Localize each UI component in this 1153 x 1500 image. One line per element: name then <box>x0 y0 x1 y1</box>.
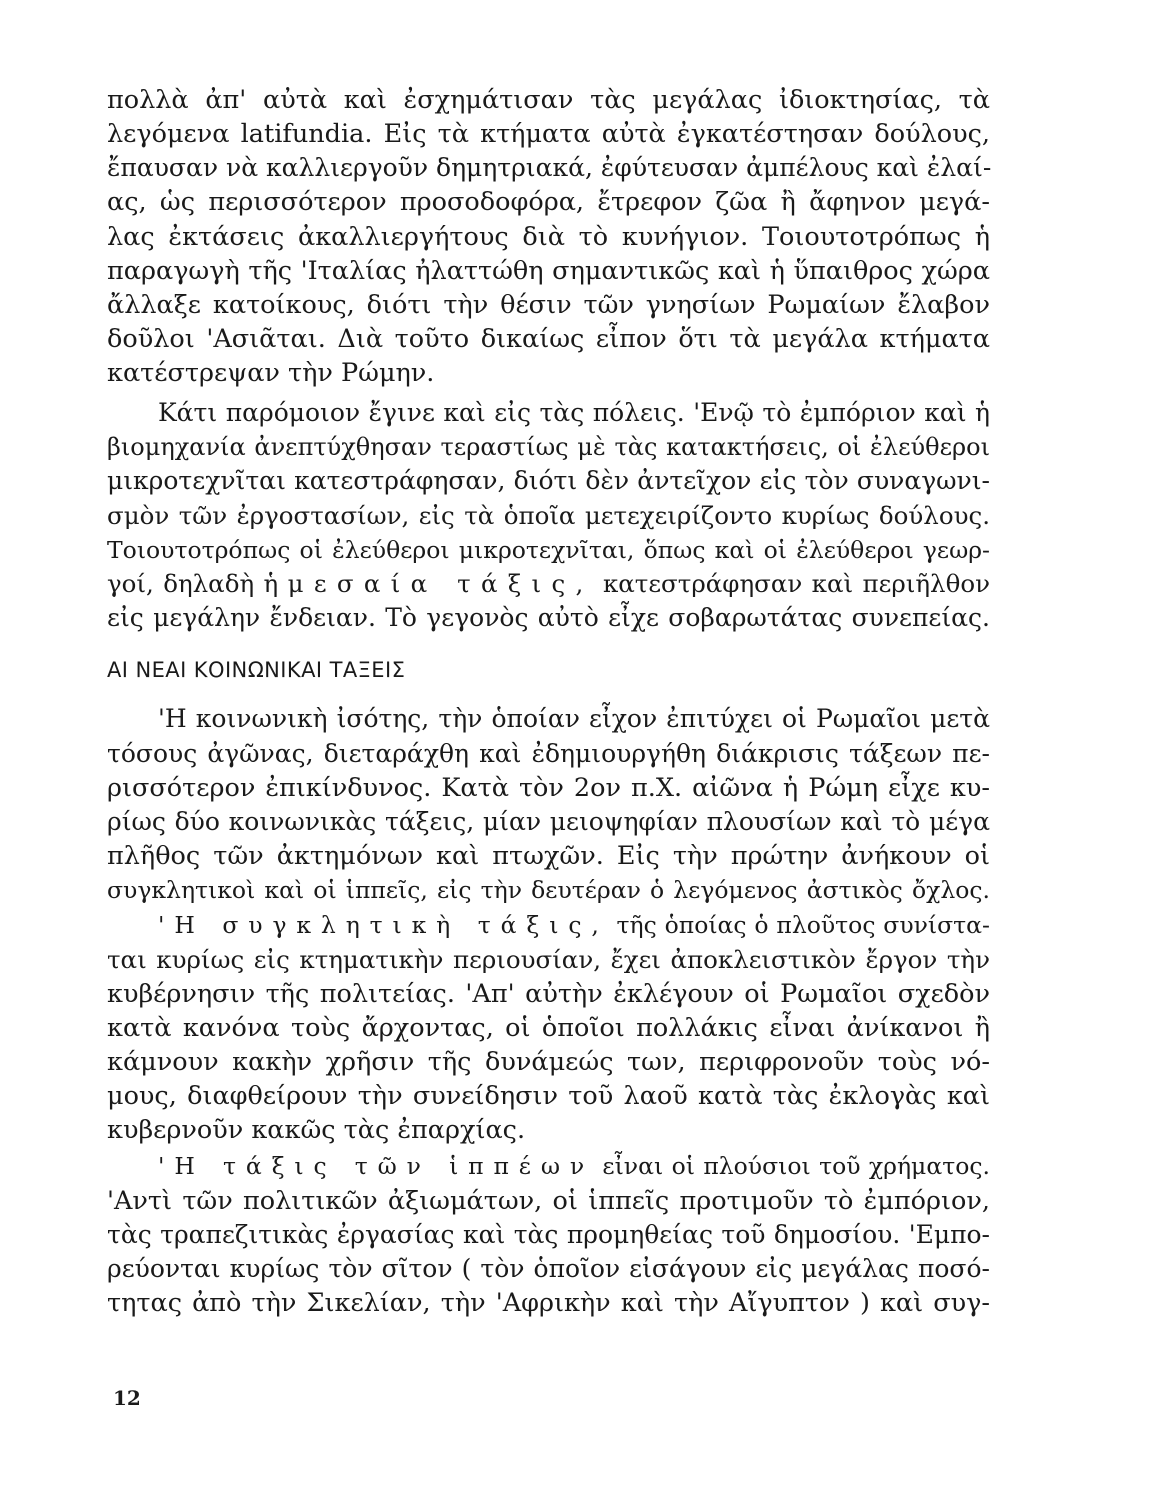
text-line: ἄλλαξε κατοίκους, διότι τὴν θέσιν τῶν γνησίων Ρωμαίων ἔλαβον <box>107 290 990 320</box>
text-line: σμὸν τῶν ἐργοστασίων, εἰς τὰ ὁποῖα μετεχειρίζοντο κυρίως δούλους. <box>107 501 990 530</box>
text-line: βιομηχανία ἀνεπτύχθησαν τεραστίως μὲ τὰς κατακτήσεις, οἱ ἐλεύθεροι <box>107 433 990 461</box>
text-line: ρεύονται κυρίως τὸν σῖτον ( τὸν ὁποῖον εἰσάγουν εἰς μεγάλας ποσό- <box>107 1254 990 1283</box>
text-line: λας ἐκτάσεις ἀκαλλιεργήτους διὰ τὸ κυνήγιον. Τοιουτοτρόπως ἡ <box>107 222 990 252</box>
text-line: Τοιουτοτρόπως οἱ ἐλεύθεροι μικροτεχνῖται, ὅπως καὶ οἱ ἐλεύθεροι γεωρ- <box>107 536 990 564</box>
text-line: παραγωγὴ τῆς 'Ιταλίας ἠλαττώθη σημαντικῶς καὶ ἡ ὕπαιθρος χώρα <box>107 256 990 286</box>
text-line <box>158 1149 990 1183</box>
text-line: δοῦλοι 'Ασιᾶται. Διὰ τοῦτο δικαίως εἶπον ὅτι τὰ μεγάλα κτήματα <box>107 324 990 354</box>
text-line: κατέστρεψαν τὴν Ρώμην. <box>107 358 435 388</box>
text-line: πολλὰ ἀπ' αὐτὰ καὶ ἐσχημάτισαν τὰς μεγάλας ἰδιοκτησίας, τὰ <box>107 85 990 115</box>
text-line: ται κυρίως εἰς κτηματικὴν περιουσίαν, ἔχει ἀποκλειστικὸν ἔργον τὴν <box>107 945 990 974</box>
spaced-emphasis-text: μεσαία τάξις, <box>287 569 594 598</box>
text-segment: κατεστράφησαν καὶ περιῆλθον <box>602 569 990 598</box>
text-line: 'Η κοινωνικὴ ἰσότης, τὴν ὁποίαν εἶχον ἐπιτύχει οἱ Ρωμαῖοι μετὰ <box>158 704 990 733</box>
text-line: μους, διαφθείρουν τὴν συνείδησιν τοῦ λαοῦ κατὰ τὰς ἐκλογὰς καὶ <box>107 1081 990 1111</box>
text-line: ρίως δύο κοινωνικὰς τάξεις, μίαν μειοψηφίαν πλουσίων καὶ τὸ μέγα <box>107 807 990 836</box>
page-number: 12 <box>113 1386 141 1410</box>
text-segment: εἶναι οἱ πλούσιοι τοῦ χρήματος. <box>602 1152 990 1180</box>
text-line: εἰς μεγάλην ἔνδειαν. Τὸ γεγονὸς αὐτὸ εἶχε σοβαρωτάτας συνεπείας. <box>107 603 990 632</box>
section-heading: ΑΙ ΝΕΑΙ ΚΟΙΝΩΝΙΚΑΙ ΤΑΞΕΙΣ <box>107 658 406 682</box>
text-line <box>107 567 990 601</box>
text-line: ας, ὡς περισσότερον προσοδοφόρα, ἔτρεφον ζῶα ἢ ἄφηνον μεγά- <box>107 187 990 217</box>
text-line: τόσους ἀγῶνας, διεταράχθη καὶ ἐδημιουργήθη διάκρισις τάξεων πε- <box>107 739 990 768</box>
spaced-emphasis-text: 'Η συγκλητικὴ τάξις, <box>158 911 609 939</box>
text-line: κάμνουν κακὴν χρῆσιν τῆς δυνάμεώς των, περιφρονοῦν τοὺς νό- <box>107 1047 990 1077</box>
text-line: 'Αντὶ τῶν πολιτικῶν ἀξιωμάτων, οἱ ἱππεῖς προτιμοῦν τὸ ἐμπόριον, <box>107 1186 990 1216</box>
text-line: πλῆθος τῶν ἀκτημόνων καὶ πτωχῶν. Εἰς τὴν πρώτην ἀνήκουν οἱ <box>107 841 990 871</box>
text-line: συγκλητικοὶ καὶ οἱ ἱππεῖς, εἰς τὴν δευτέραν ὁ λεγόμενος ἀστικὸς ὄχλος. <box>107 876 990 904</box>
text-line: κυβερνοῦν κακῶς τὰς ἐπαρχίας. <box>107 1115 526 1145</box>
text-segment: τῆς ὁποίας ὁ πλοῦτος συνίστα- <box>616 911 990 939</box>
text-line: κατὰ κανόνα τοὺς ἄρχοντας, οἱ ὁποῖοι πολλάκις εἶναι ἀνίκανοι ἢ <box>107 1013 990 1043</box>
text-line: μικροτεχνῖται κατεστράφησαν, διότι δὲν ἀντεῖχον εἰς τὸν συναγωνι- <box>107 466 990 495</box>
text-line <box>158 908 990 942</box>
text-line: Κάτι παρόμοιον ἔγινε καὶ εἰς τὰς πόλεις. 'Ενῷ τὸ ἐμπόριον καὶ ἡ <box>158 398 990 427</box>
text-line: ρισσότερον ἐπικίνδυνος. Κατὰ τὸν 2ον π.Χ. αἰῶνα ἡ Ρώμη εἶχε κυ- <box>107 773 990 803</box>
text-line: λεγόμενα latifundia. Εἰς τὰ κτήματα αὐτὰ ἐγκατέστησαν δούλους, <box>107 119 990 149</box>
text-line: κυβέρνησιν τῆς πολιτείας. 'Απ' αὐτὴν ἐκλέγουν οἱ Ρωμαῖοι σχεδὸν <box>107 979 990 1009</box>
text-line: τὰς τραπεζιτικὰς ἐργασίας καὶ τὰς προμηθείας τοῦ δημοσίου. 'Εμπο- <box>107 1220 990 1249</box>
text-line: ἔπαυσαν νὰ καλλιεργοῦν δημητριακά, ἐφύτευσαν ἀμπέλους καὶ ἐλαί- <box>107 153 992 182</box>
text-line: τητας ἀπὸ τὴν Σικελίαν, τὴν 'Αφρικὴν καὶ τὴν Αἴγυπτον ) καὶ συγ- <box>107 1288 990 1318</box>
spaced-emphasis-text: 'Η τάξις τῶν ἱππέων <box>158 1152 595 1180</box>
text-segment: γοί, δηλαδὴ ἡ <box>107 569 279 598</box>
